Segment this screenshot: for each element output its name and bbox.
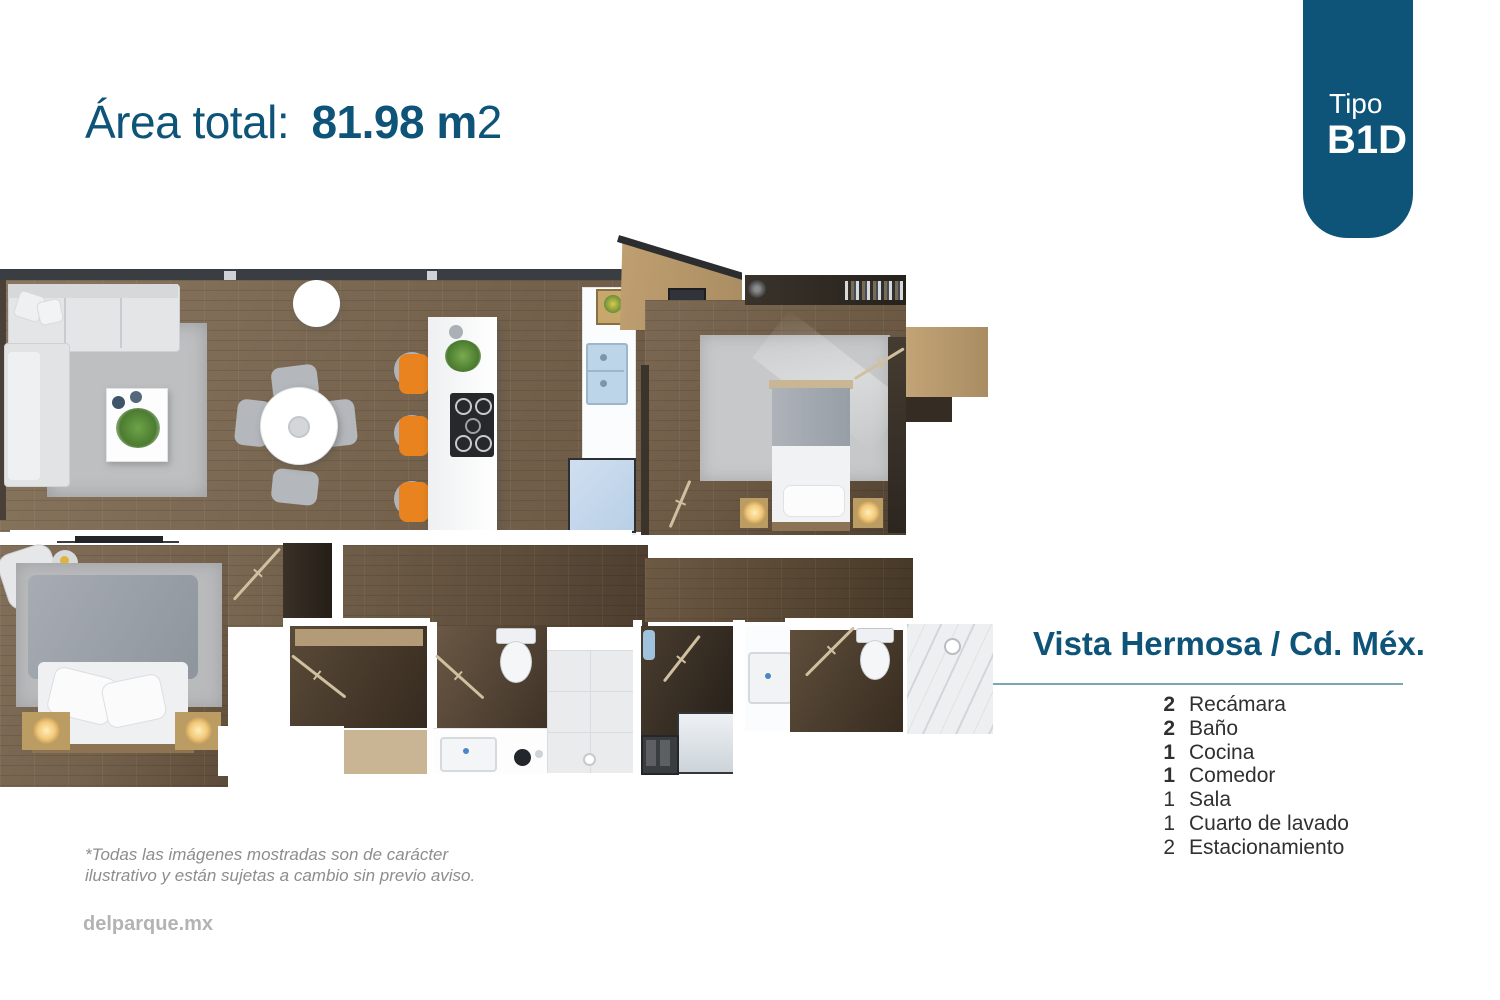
- unit-type-badge: [1303, 0, 1413, 238]
- area-value: 81.98 m: [311, 96, 477, 148]
- room-qty: 1: [1163, 740, 1175, 764]
- room-qty: 1: [1163, 764, 1175, 788]
- burner: [465, 418, 481, 434]
- shower-head: [944, 638, 961, 655]
- disclaimer-line-1: *Todas las imágenes mostradas son de carácter: [85, 845, 449, 864]
- floorplan-image: [0, 230, 996, 792]
- lamp: [743, 501, 766, 524]
- sofa-cushion: [120, 298, 122, 348]
- room-qty: 1: [1163, 811, 1175, 835]
- flowers: [604, 295, 622, 313]
- decor-bowl: [130, 391, 142, 403]
- burner: [455, 435, 472, 452]
- dining-chair: [270, 468, 319, 507]
- room-row-bano: [993, 717, 1413, 741]
- hallway-floor: [645, 558, 913, 622]
- shower-drain: [583, 753, 596, 766]
- wall: [785, 618, 913, 630]
- bed1-footboard: [772, 522, 850, 531]
- bar-stool: [399, 416, 429, 456]
- sink-drain: [600, 354, 607, 361]
- room-row-recamara: [993, 693, 1413, 717]
- closet-cabinet: [906, 327, 988, 397]
- room-label: Sala: [1189, 788, 1232, 812]
- room-row-cocina: [993, 741, 1413, 765]
- room-qty: 2: [1163, 835, 1175, 859]
- island-plant: [445, 340, 481, 372]
- sink-divider: [588, 370, 624, 372]
- tv-screen: [75, 536, 163, 543]
- room-row-estacionamiento: [993, 836, 1413, 860]
- books: [845, 281, 903, 300]
- room-qty: 2: [1163, 693, 1175, 716]
- lamp: [33, 717, 60, 744]
- lamp: [857, 501, 880, 524]
- washer: [677, 712, 737, 774]
- refrigerator: [568, 458, 636, 533]
- room-label: Comedor: [1189, 764, 1276, 788]
- sofa-pillow: [36, 298, 64, 326]
- bar-stool: [399, 354, 429, 394]
- round-table: [293, 280, 340, 327]
- burner: [475, 435, 492, 452]
- decor-bowl: [112, 396, 125, 409]
- faucet-dot: [765, 673, 771, 679]
- wall: [733, 620, 745, 775]
- toilet-bowl: [500, 641, 532, 683]
- kitchen-sink: [586, 343, 628, 405]
- bathroom2-floor: [790, 630, 903, 732]
- disclaimer: [85, 845, 475, 886]
- wall: [332, 540, 343, 625]
- room-row-comedor: [993, 764, 1413, 788]
- closet-dark-section: [906, 397, 952, 422]
- bathroom-sink: [440, 737, 497, 772]
- sofa-cushion: [64, 298, 66, 348]
- burner: [455, 398, 472, 415]
- sink-drain: [600, 380, 607, 387]
- site-url: delparque.mx: [83, 913, 214, 935]
- room-row-cuarto-de-lavado: [993, 812, 1413, 836]
- room-label: Estacionamiento: [1189, 835, 1345, 859]
- bed1-duvet: [772, 388, 850, 448]
- room-qty: 2: [1163, 716, 1175, 740]
- island-faucet: [449, 325, 463, 339]
- water-heater: [643, 630, 655, 660]
- room-list: [993, 693, 1413, 860]
- section-divider: [993, 683, 1403, 685]
- room-label: Cuarto de lavado: [1189, 811, 1349, 835]
- decor-dot: [535, 750, 543, 758]
- wall: [888, 337, 906, 533]
- burner: [475, 398, 492, 415]
- closet-dark: [283, 543, 333, 623]
- table-centerpiece: [288, 416, 310, 438]
- badge-type-label: Tipo: [1329, 88, 1383, 119]
- bar-stool: [399, 482, 429, 522]
- area-label: Área total:: [85, 96, 290, 148]
- page-title: [85, 95, 502, 149]
- closet-shelf: [295, 629, 423, 646]
- faucet-dot: [463, 748, 469, 754]
- room-label: Recámara: [1189, 693, 1286, 716]
- project-title: Vista Hermosa / Cd. Méx.: [1033, 625, 1425, 662]
- disclaimer-line-2: ilustrativo y están sujetas a cambio sin previo aviso.: [85, 865, 476, 885]
- room-qty: 1: [1163, 788, 1175, 812]
- wall: [645, 535, 906, 558]
- lamp: [185, 717, 212, 744]
- room-label: Cocina: [1189, 740, 1255, 764]
- vanity-counter: [343, 730, 427, 774]
- toilet-bowl: [860, 640, 890, 680]
- bed1-pillow: [783, 485, 845, 517]
- speaker: [748, 280, 766, 298]
- wall: [218, 726, 344, 776]
- wall: [641, 365, 649, 535]
- plant: [116, 408, 160, 448]
- sofa-chaise-cushion: [8, 352, 40, 480]
- decor-bowl: [514, 749, 531, 766]
- badge-type-value: B1D: [1327, 118, 1408, 162]
- room-label: Baño: [1189, 716, 1239, 740]
- shelf-slot: [646, 740, 656, 766]
- area-unit-suffix: 2: [476, 96, 502, 148]
- shelf-slot: [660, 740, 670, 766]
- room-row-sala: [993, 788, 1413, 812]
